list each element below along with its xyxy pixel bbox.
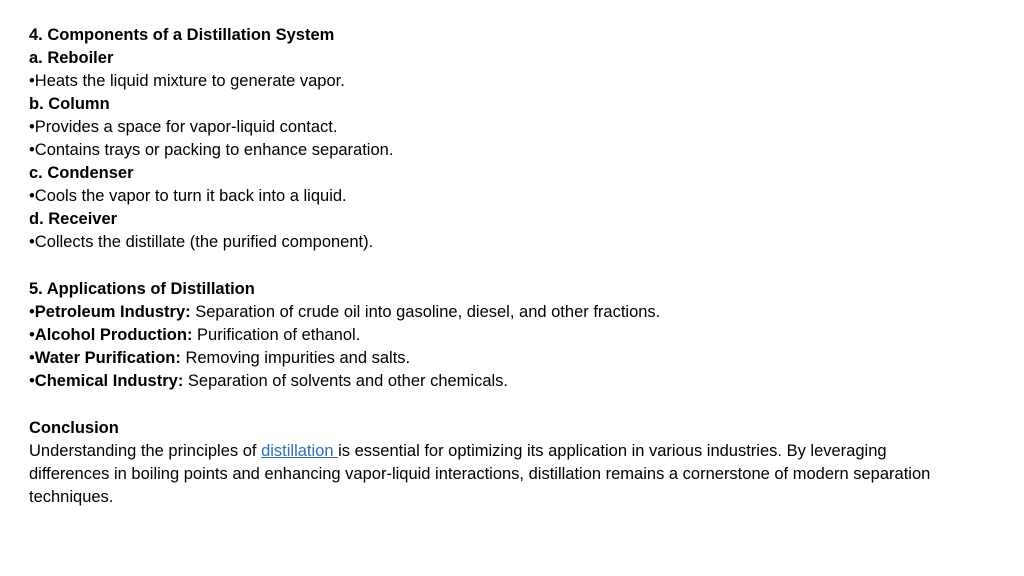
conclusion-text-before: Understanding the principles of <box>29 442 262 460</box>
application-item <box>29 301 969 324</box>
application-label: Chemical Industry: <box>34 372 184 390</box>
application-text: Removing impurities and salts. <box>180 349 411 367</box>
application-text: Separation of crude oil into gasoline, diesel, and other fractions. <box>190 303 661 321</box>
slide-content <box>29 24 969 509</box>
section-5-title: 5. Applications of Distillation <box>29 280 255 298</box>
bullet: • <box>29 349 35 367</box>
application-item <box>29 347 969 370</box>
conclusion-heading: Conclusion <box>29 419 119 437</box>
condenser-heading: c. Condenser <box>29 164 134 182</box>
bullet: • <box>29 303 35 321</box>
condenser-bullet: •Cools the vapor to turn it back into a liquid. <box>29 187 347 205</box>
application-text: Purification of ethanol. <box>192 326 361 344</box>
application-text: Separation of solvents and other chemicals. <box>183 372 509 390</box>
spacer <box>29 393 969 417</box>
column-bullet: •Contains trays or packing to enhance separation. <box>29 141 394 159</box>
application-item <box>29 324 969 347</box>
reboiler-heading: a. Reboiler <box>29 49 114 67</box>
section-4-title: 4. Components of a Distillation System <box>29 26 335 44</box>
reboiler-bullet: •Heats the liquid mixture to generate vapor. <box>29 72 345 90</box>
conclusion-paragraph <box>29 440 969 509</box>
conclusion-text-after: is essential for optimizing its application in various industries. By leveraging differences in boiling points and enhancing vapor-liquid interactions, distillation remains a cornerstone of modern separation techniques. <box>29 442 931 506</box>
bullet: • <box>29 326 35 344</box>
spacer <box>29 254 969 278</box>
bullet: • <box>29 372 35 390</box>
application-label: Petroleum Industry: <box>34 303 191 321</box>
distillation-link[interactable]: distillation <box>261 442 339 460</box>
column-bullet: •Provides a space for vapor-liquid contact. <box>29 118 338 136</box>
column-heading: b. Column <box>29 95 110 113</box>
receiver-bullet: •Collects the distillate (the purified component). <box>29 233 374 251</box>
application-item <box>29 370 969 393</box>
receiver-heading: d. Receiver <box>29 210 118 228</box>
application-label: Alcohol Production: <box>34 326 193 344</box>
application-label: Water Purification: <box>34 349 181 367</box>
